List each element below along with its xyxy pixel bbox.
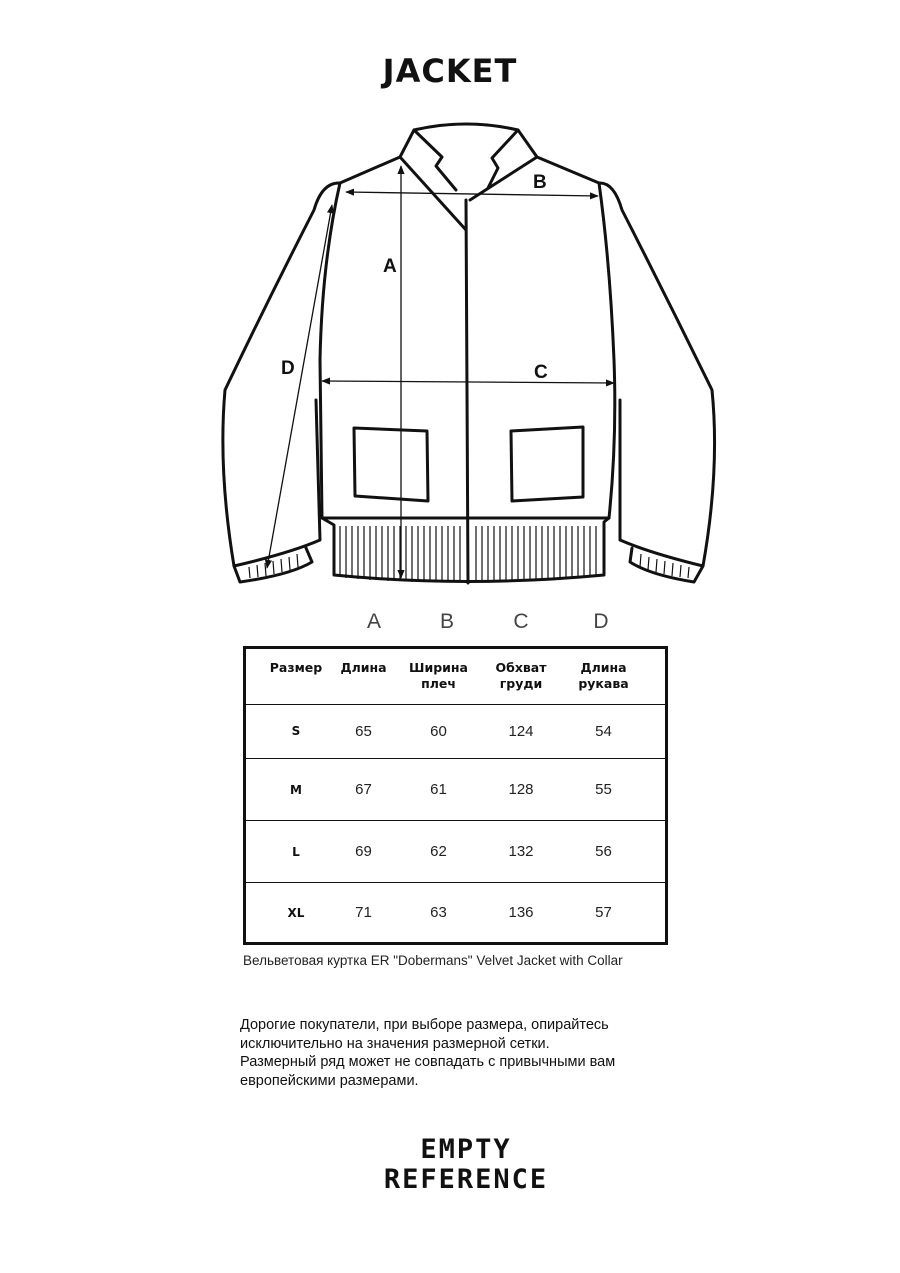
header-shoulder-width: Ширина плеч (409, 660, 468, 691)
brand-line-1: EMPTY (420, 1134, 512, 1165)
table-header-row (246, 649, 665, 705)
cell-d: 57 (595, 904, 612, 921)
size-note: Дорогие покупатели, при выборе размера, опирайтесь исключительно на значения размерной сетки. Размерный ряд может не совпадать с привычными вам европейскими размерами. (240, 1017, 616, 1089)
size-table (243, 646, 668, 945)
cell-b: 63 (430, 904, 447, 921)
column-letter-b: B (439, 610, 454, 633)
cell-b: 61 (430, 781, 447, 798)
cell-d: 56 (595, 843, 612, 860)
right-pocket (511, 427, 583, 501)
column-letter-c: C (513, 610, 529, 633)
cell-b: 60 (430, 722, 447, 740)
label-c: C (534, 362, 548, 383)
header-sleeve-length: Длина рукава (578, 660, 629, 691)
cell-d: 54 (595, 722, 612, 740)
header-chest: Обхват груди (495, 660, 547, 691)
cell-c: 132 (508, 843, 534, 860)
cell-c: 124 (508, 722, 534, 740)
table-row (246, 759, 665, 821)
header-size: Размер (269, 660, 323, 675)
page-title: JACKET (382, 52, 518, 90)
table-row (246, 704, 665, 759)
cell-c: 128 (508, 781, 534, 798)
cell-size: S (291, 724, 301, 738)
header-length: Длина (340, 660, 387, 675)
label-a: A (383, 256, 397, 277)
cell-a: 69 (355, 843, 372, 860)
column-letter-a: A (366, 610, 381, 633)
cell-a: 71 (355, 904, 372, 921)
cell-size: M (290, 782, 302, 797)
column-letters (0, 610, 900, 640)
product-caption: Вельветовая куртка ER "Dobermans" Velvet Jacket with Collar (243, 953, 623, 968)
cell-b: 62 (430, 843, 447, 860)
brand-logo (0, 1135, 900, 1195)
cell-size: L (292, 844, 300, 859)
cell-d: 55 (595, 781, 612, 798)
label-d: D (281, 358, 295, 379)
measure-b-arrow (346, 192, 598, 196)
column-letter-d: D (593, 610, 609, 633)
brand-line-2: REFERENCE (383, 1164, 549, 1195)
cell-a: 65 (355, 722, 372, 740)
table-row (246, 883, 665, 942)
jacket-collar (400, 124, 537, 157)
jacket-right-sleeve (599, 183, 715, 566)
cell-a: 67 (355, 781, 372, 798)
jacket-diagram (0, 0, 900, 600)
cell-c: 136 (508, 904, 534, 921)
label-b: B (533, 172, 547, 193)
left-pocket (354, 428, 428, 501)
table-row (246, 821, 665, 883)
cell-size: XL (287, 905, 305, 920)
